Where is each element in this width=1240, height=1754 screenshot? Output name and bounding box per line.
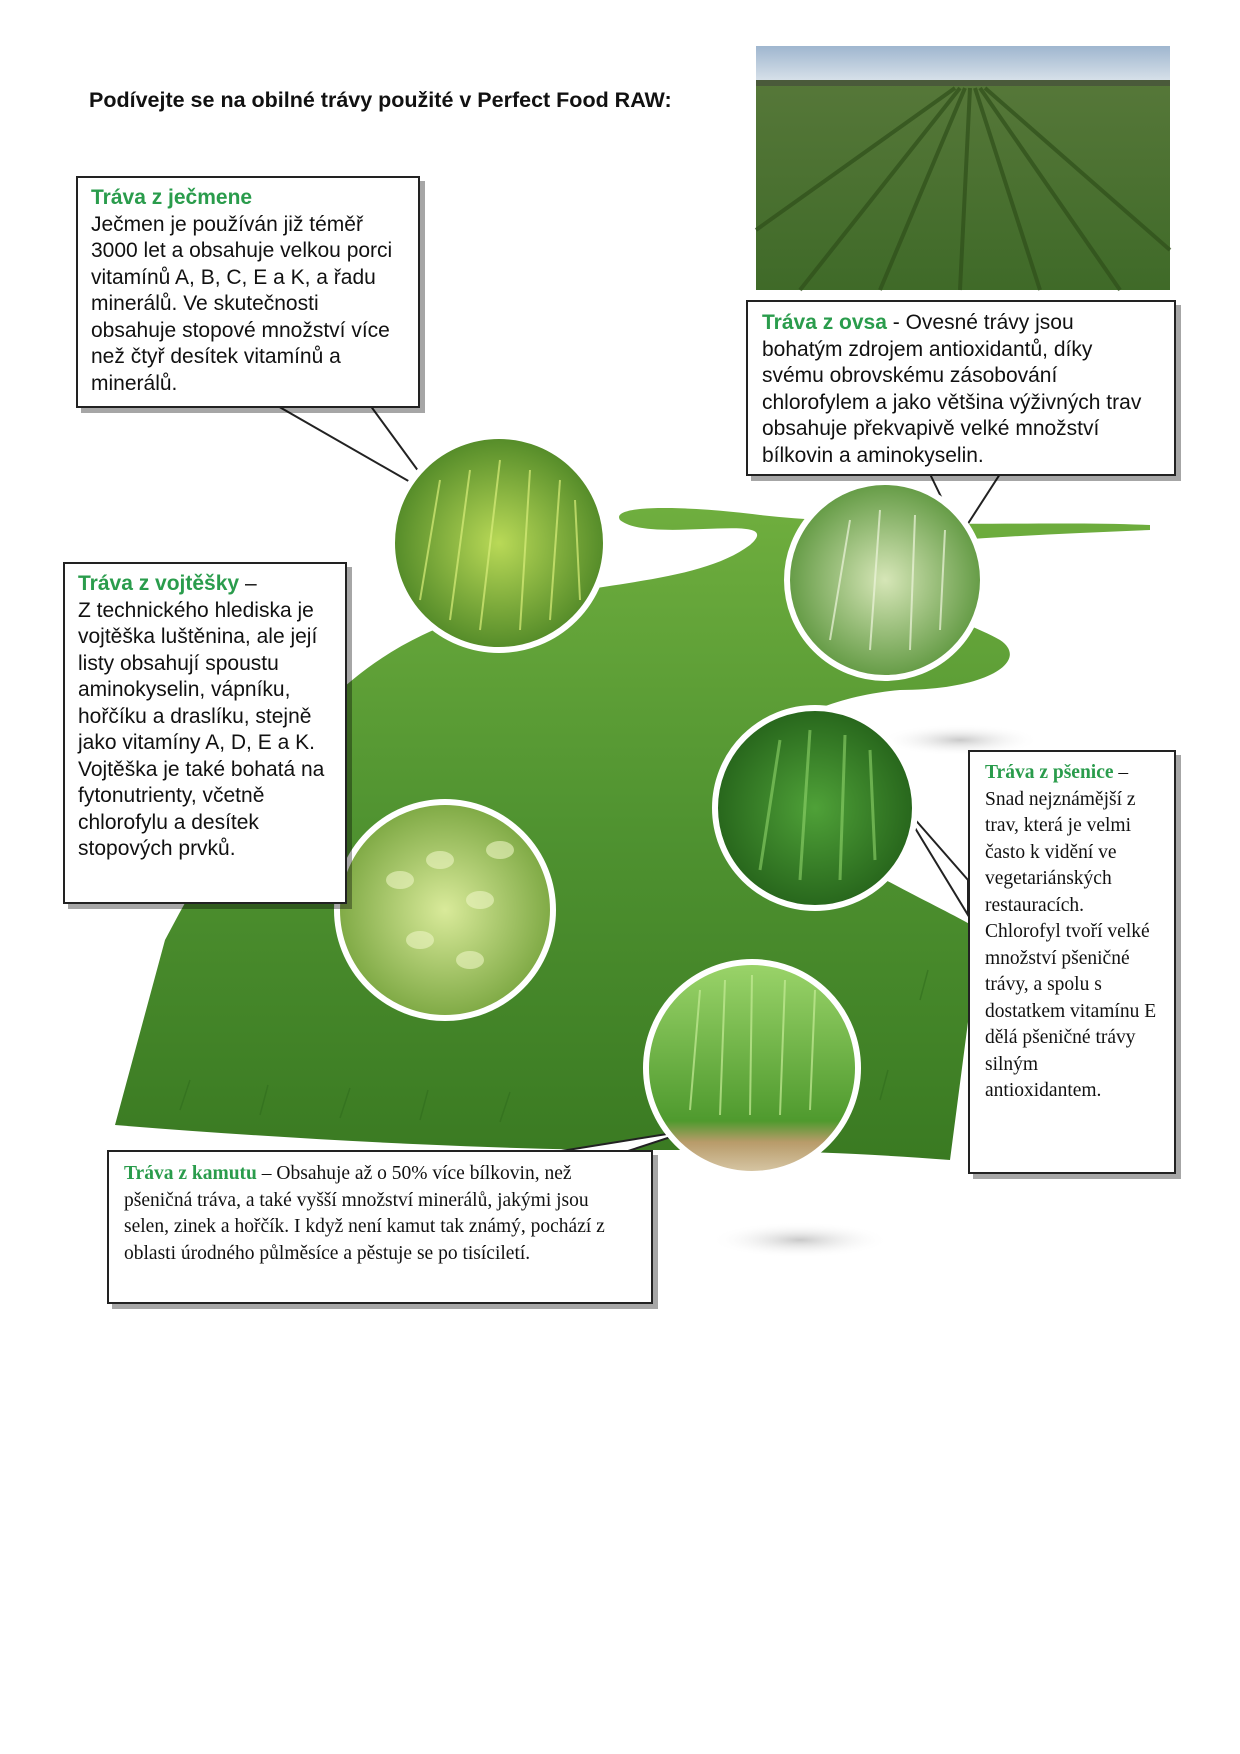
callout-wheat-title: Tráva z pšenice — [985, 762, 1114, 783]
callout-barley-body: Ječmen je používán již téměř 3000 let a obsahuje velkou porci vitamínů A, B, C, E a K, a řadu minerálů. Ve skutečnosti obsahuje stopové množství více než čtyř desítek vitamínů a minerálů. — [91, 212, 393, 395]
callout-wheat — [968, 750, 1176, 1174]
callout-kamut-title: Tráva z kamutu — [124, 1163, 257, 1184]
wheat-circle — [715, 708, 915, 908]
callout-oat-title: Tráva z ovsa — [762, 311, 887, 334]
kamut-circle — [646, 962, 858, 1174]
alfalfa-circle — [337, 802, 553, 1018]
callout-alfalfa-body: Z technického hlediska je vojtěška luštěnina, ale její listy obsahují spoustu aminokyselin, vápníku, hořčíku a draslíku, stejně jako vitamíny A, D, E a K. Vojtěška je také bohatá na fytonutrienty, včetně chlorofylu a desítek stopových prvků. — [78, 598, 325, 860]
field-photo — [756, 46, 1170, 290]
callout-barley-title: Tráva z ječmene — [91, 186, 253, 209]
barley-circle — [392, 436, 606, 650]
callout-wheat-body: Snad nejznámější z trav, která je velmi často k vidění ve vegetariánských restauracích. Chlorofyl tvoří velké množství pšeničné trávy, a spolu s dostatkem vitamínu E dělá pšeničné trávy silným antioxidantem. — [985, 788, 1157, 1101]
page-heading: Podívejte se na obilné trávy použité v Perfect Food RAW: — [89, 88, 672, 112]
callout-oat-sep: - — [886, 311, 906, 334]
callout-alfalfa — [63, 562, 347, 904]
callout-kamut — [107, 1150, 653, 1304]
callout-kamut-sep: – — [256, 1163, 277, 1184]
callout-kamut-body: Obsahuje až o 50% více bílkovin, než pšeničná tráva, a také vyšší množství minerálů, jakými jsou selen, zinek a hořčík. I když není kamut tak známý, pochází z oblasti úrodného půlměsíce a pěstuje se po tisíciletí. — [124, 1163, 605, 1264]
callout-wheat-sep: – — [1113, 762, 1129, 783]
oat-circle — [787, 482, 983, 678]
callout-alfalfa-sep: – — [239, 572, 257, 595]
callout-oat — [746, 300, 1176, 476]
callout-oat-body: Ovesné trávy jsou bohatým zdrojem antioxidantů, díky svému obrovskému zásobování chlorofylem a jako většina výživných trav obsahuje překvapivě velké množství bílkovin a aminokyselin. — [762, 311, 1142, 467]
callout-alfalfa-title: Tráva z vojtěšky — [78, 572, 240, 595]
callout-barley — [76, 176, 420, 408]
